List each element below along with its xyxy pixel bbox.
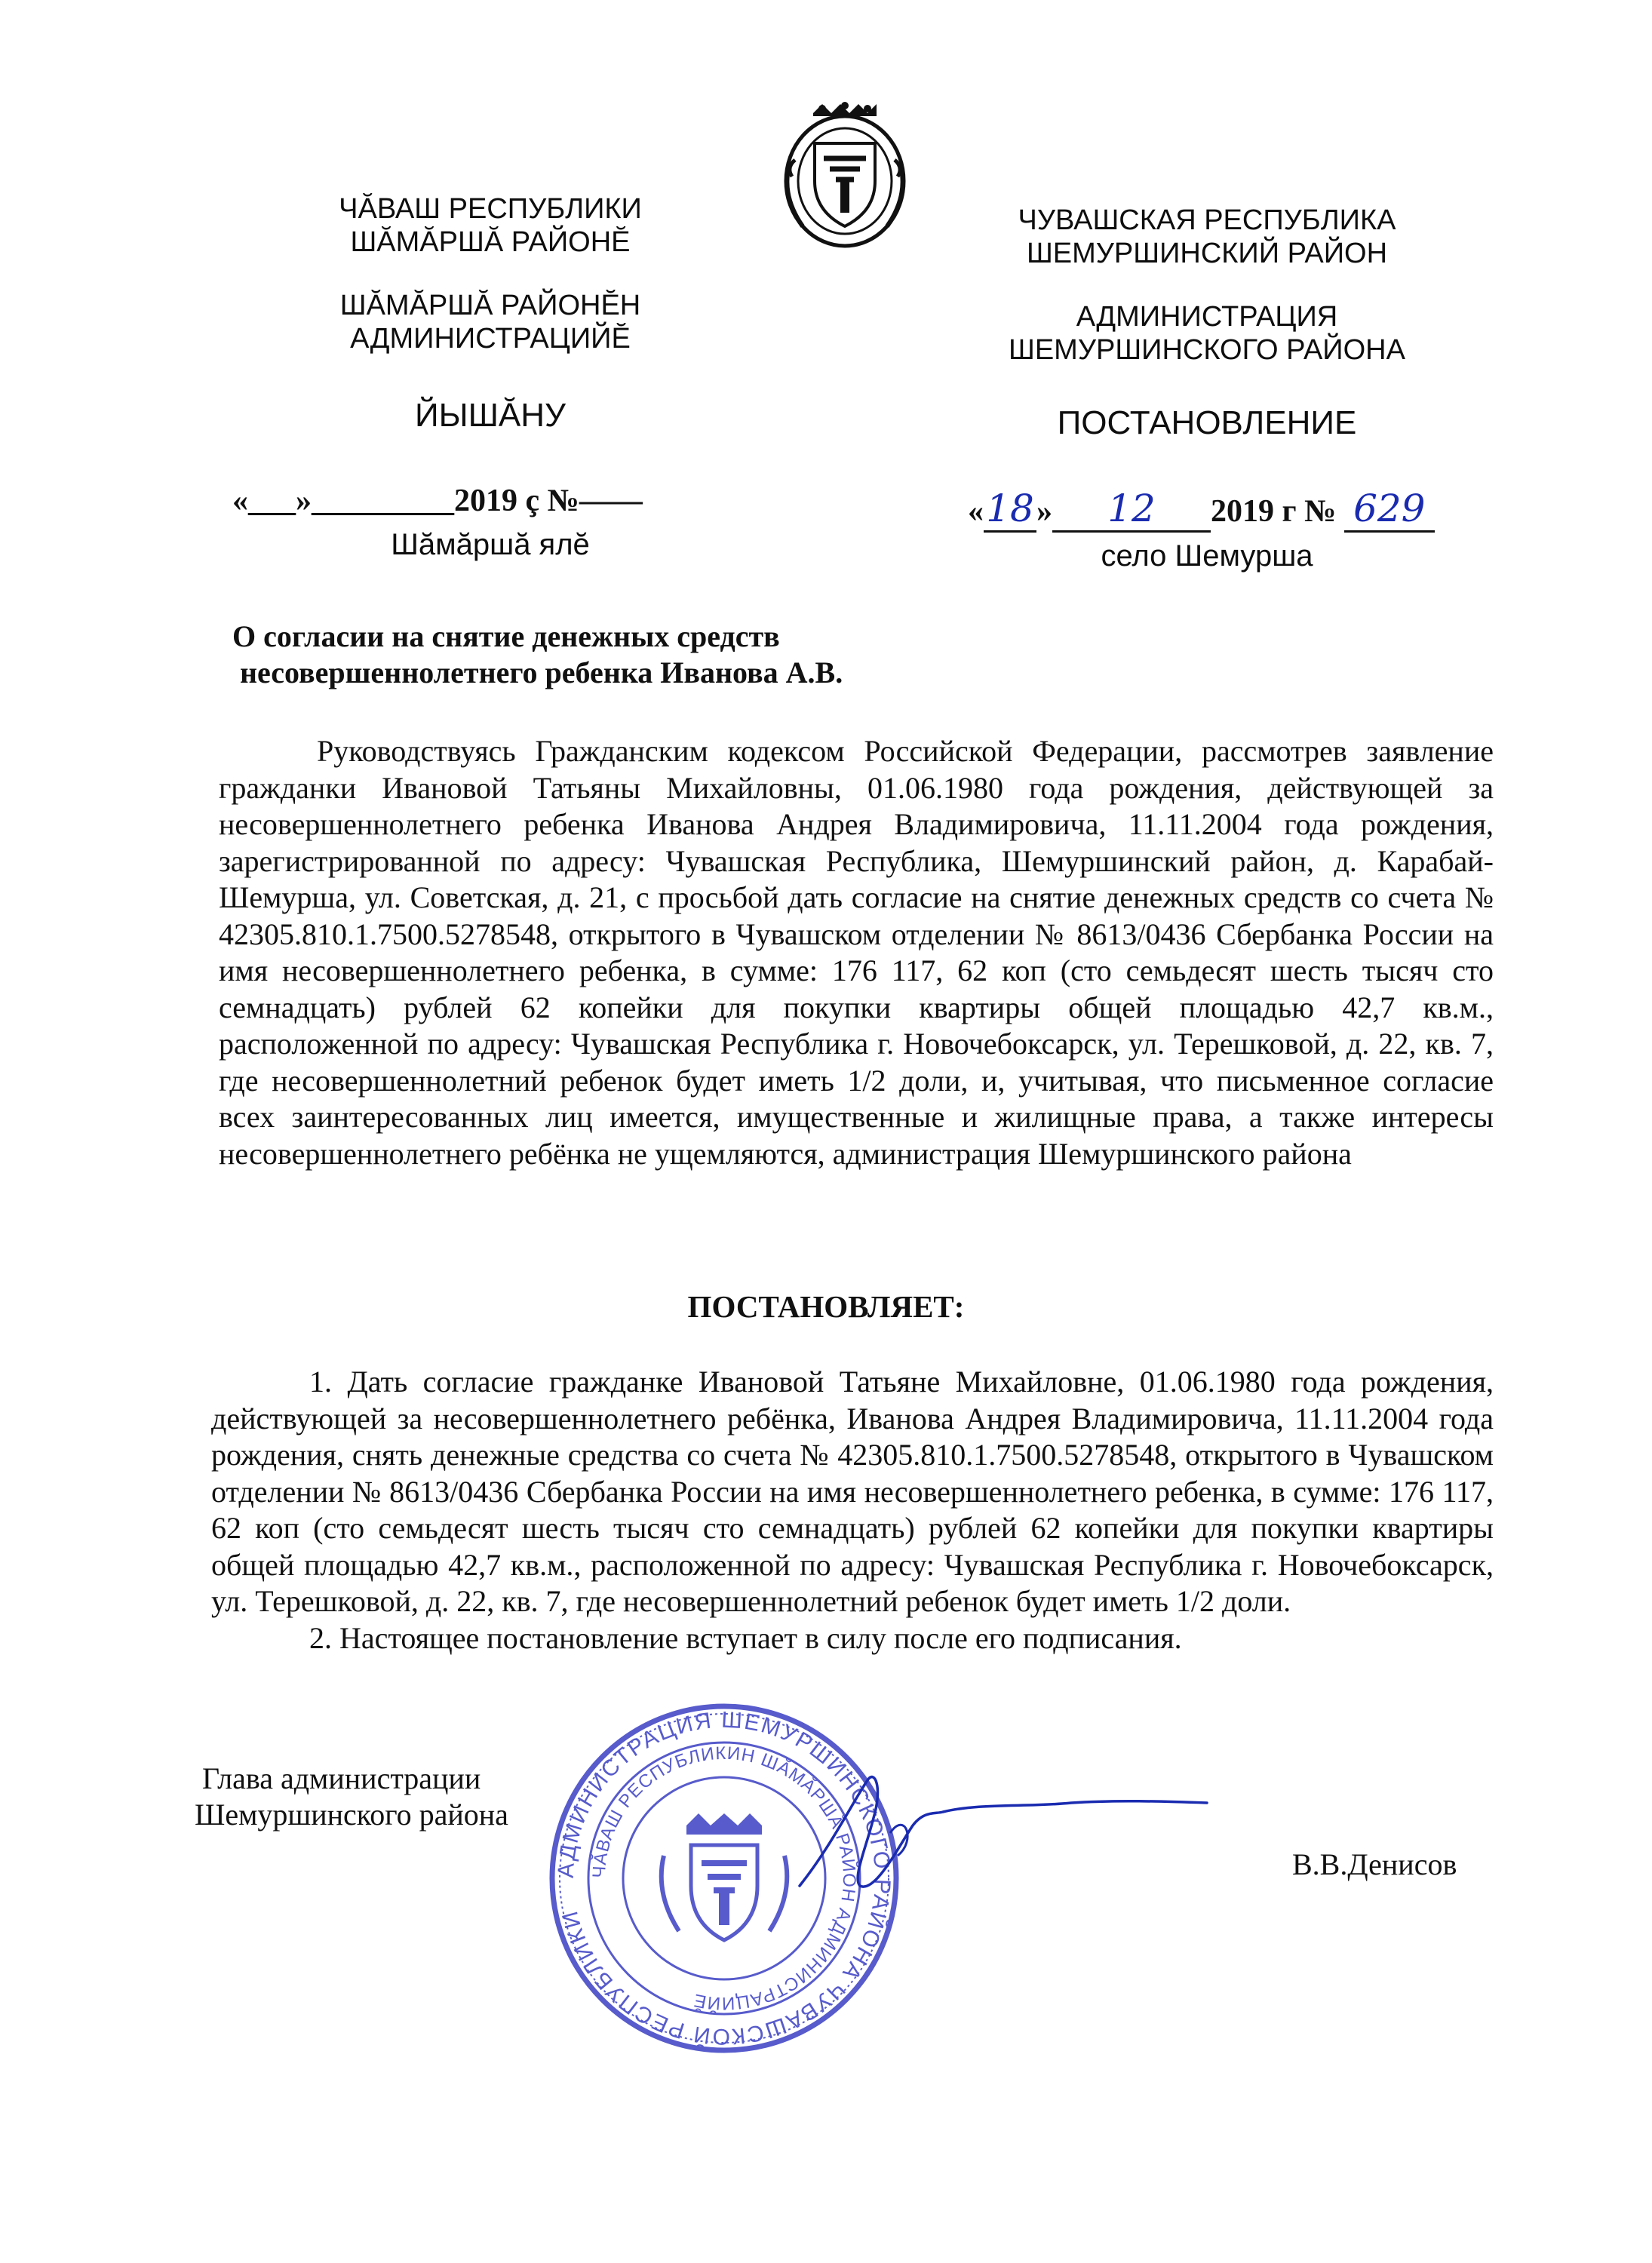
date-day: 18 bbox=[984, 487, 1036, 533]
header-right-admin-line2: ШЕМУРШИНСКОГО РАЙОНА bbox=[1009, 334, 1405, 366]
header-left-date-line: «___»_________2019 ç №—— bbox=[232, 484, 643, 518]
decree-heading: ПОСТАНОВЛЯЕТ: bbox=[687, 1289, 965, 1324]
decree-item-1: 1. Дать согласие гражданке Ивановой Татьяне Михайловне, 01.06.1980 года рождения, действующей за несовершеннолетнего ребёнка, Иванова Андрея Владимировича, 11.11.2004 года рождения, снять денежные средства со счета № 42305.810.1.7500.5278548, открытого в Чувашском отделении № 8613/0436 Сбербанка России на имя несовершеннолетнего ребенка, в сумме: 176 117, 62 коп (сто семьдесят шесть тысяч сто семнадцать) рублей 62 копейки для покупки квартиры общей площадью 42,7 кв.м., расположенной по адресу: Чувашская Республика г. Новочебоксарск, ул. Терешковой, д. 22, кв. 7, где несовершеннолетний ребенок будет иметь 1/2 доли. bbox=[211, 1365, 1494, 1618]
date-month: 12 bbox=[1052, 487, 1211, 533]
doc-number: 629 bbox=[1344, 487, 1435, 533]
header-left-republic-line2: ШӐМӐРШӐ РАЙОНĔ bbox=[350, 226, 631, 258]
coat-of-arms-emblem bbox=[777, 91, 913, 249]
header-right-admin-line1: АДМИНИСТРАЦИЯ bbox=[1076, 301, 1338, 333]
document-title-line1: О согласии на снятие денежных средств bbox=[232, 619, 780, 653]
header-right-admin bbox=[973, 300, 1441, 367]
header-right-place: село Шемурша bbox=[1101, 539, 1313, 573]
header-right-republic-line2: ШЕМУРШИНСКИЙ РАЙОН bbox=[1026, 238, 1388, 269]
preamble-paragraph bbox=[219, 733, 1494, 1172]
signature-position-line2: Шемуршинского района bbox=[195, 1798, 508, 1832]
header-left-republic-line1: ЧӐВАШ РЕСПУБЛИКИ bbox=[339, 193, 642, 225]
document-title-line2: несовершеннолетнего ребенка Иванова А.В. bbox=[232, 656, 843, 689]
header-left-admin-line1: ШӐМӐРШӐ РАЙОНĔН bbox=[339, 290, 641, 321]
stamp-emblem-icon bbox=[662, 1813, 788, 1940]
document-title bbox=[232, 619, 843, 691]
stamp-outer-text: АДМИНИСТРАЦИЯ ШЕМУРШИНСКОГО РАЙОНА ЧУВАШСКОЙ РЕСПУБЛИКИ bbox=[553, 1707, 895, 2050]
signature-position bbox=[195, 1761, 508, 1833]
header-left-doc-type: ЙЫШӐНУ bbox=[415, 397, 566, 434]
header-right-date-line bbox=[968, 487, 1435, 533]
date-year-and-no: 2019 г № bbox=[1211, 494, 1337, 529]
signature-position-line1: Глава администрации bbox=[202, 1761, 481, 1795]
stamp-inner-text: ЧӐВАШ РЕСПУБЛИКИН ШӐМӐРШӐ РАЙОН АДМИНИСТРАЦИЙĔ bbox=[588, 1743, 860, 2014]
header-left-republic bbox=[317, 192, 664, 259]
header-left-admin-line2: АДМИНИСТРАЦИЙĔ bbox=[350, 323, 631, 355]
decree-item-2: 2. Настоящее постановление вступает в силу после его подписания. bbox=[309, 1620, 1182, 1655]
date-close-quote: » bbox=[1036, 494, 1052, 529]
date-open-quote: « bbox=[968, 494, 984, 529]
header-right-doc-type: ПОСТАНОВЛЕНИЕ bbox=[1057, 404, 1357, 441]
header-left-admin bbox=[317, 289, 664, 355]
header-right-republic bbox=[973, 204, 1441, 270]
preamble-text: Руководствуясь Гражданским кодексом Российской Федерации, рассмотрев заявление гражданки Ивановой Татьяны Михайловны, 01.06.1980 года рождения, действующей за несовершеннолетнего ребенка Иванова Андрея Владимировича, 11.11.2004 года рождения, зарегистрированной по адресу: Чувашская Республика, Шемуршинский район, д. Карабай- Шемурша, ул. Советская, д. 21, с просьбой дать согласие на снятие денежных средств со счета № 42305.810.1.7500.5278548, открытого в Чувашском отделении № 8613/0436 Сбербанка России на имя несовершеннолетнего ребенка, в сумме: 176 117, 62 коп (сто семьдесят шесть тысяч сто семнадцать) рублей 62 копейки для покупки квартиры общей площадью 42,7 кв.м., расположенной по адресу: Чувашская Республика г. Новочебоксарск, ул. Терешковой, д. 22, кв. 7, где несовершеннолетний ребенок будет иметь 1/2 доли, и, учитывая, что письменное согласие всех заинтересованных лиц имеется, имущественные и жилищные права, а также интересы несовершеннолетнего ребёнка не ущемляются, администрация Шемуршинского района bbox=[219, 734, 1494, 1171]
signatory-name: В.В.Денисов bbox=[1292, 1847, 1457, 1881]
decree-items bbox=[211, 1364, 1494, 1657]
header-left-place: Шӑмӑршӑ ялӗ bbox=[391, 528, 590, 561]
handwritten-signature bbox=[785, 1758, 1252, 1908]
header-right-republic-line1: ЧУВАШСКАЯ РЕСПУБЛИКА bbox=[1018, 204, 1396, 236]
